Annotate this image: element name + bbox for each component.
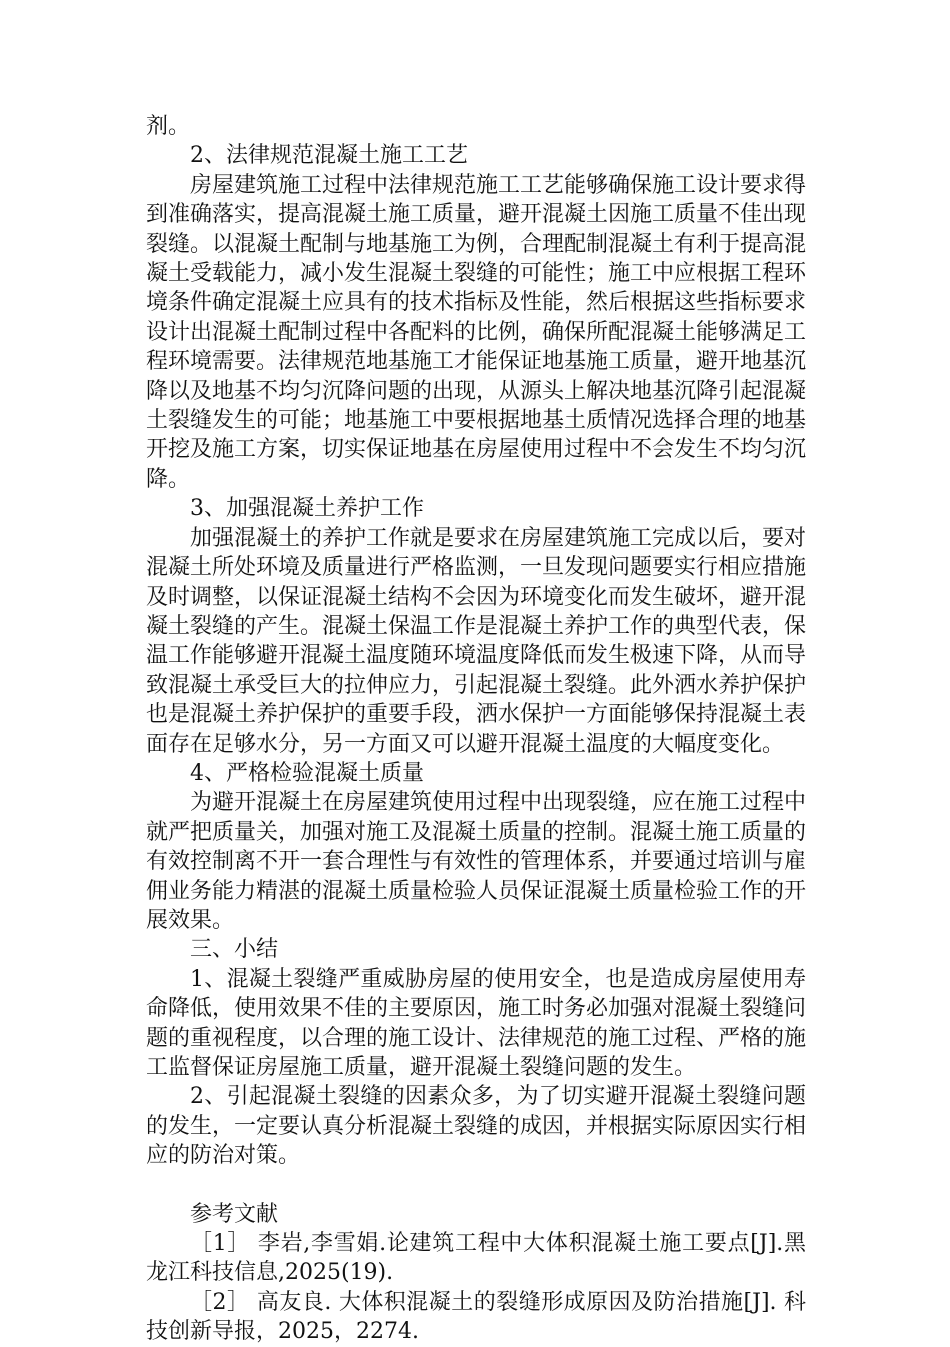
document-body xyxy=(146,112,806,1347)
paragraph-construction-process: 房屋建筑施工过程中法律规范施工工艺能够确保施工设计要求得到准确落实，提高混凝土施工质量，避开混凝土因施工质量不佳出现裂缝。以混凝土配制与地基施工为例，合理配制混凝土有利于提高混凝土受载能力，减小发生混凝土裂缝的可能性；施工中应根据工程环境条件确定混凝土应具有的技术指标及性能，然后根据这些指标要求设计出混凝土配制过程中各配料的比例，确保所配混凝土能够满足工程环境需要。法律规范地基施工才能保证地基施工质量，避开地基沉降以及地基不均匀沉降问题的出现，从源头上解决地基沉降引起混凝土裂缝发生的可能；地基施工中要根据地基土质情况选择合理的地基开挖及施工方案，切实保证地基在房屋使用过程中不会发生不均匀沉降。 xyxy=(146,172,807,492)
section-heading-quality-inspection: 4、严格检验混凝土质量 xyxy=(190,760,424,786)
section-spacer xyxy=(146,1171,806,1200)
paragraph-summary-2: 2、引起混凝土裂缝的因素众多，为了切实避开混凝土裂缝问题的发生，一定要认真分析混凝土裂缝的成因，并根据实际原因实行相应的防治对策。 xyxy=(146,1084,807,1169)
paragraph-summary-1: 1、混凝土裂缝严重威胁房屋的使用安全，也是造成房屋使用寿命降低，使用效果不佳的主要原因，施工时务必加强对混凝土裂缝问题的重视程度，以合理的施工设计、法律规范的施工过程、严格的施工监督保证房屋施工质量，避开混凝土裂缝问题的发生。 xyxy=(146,966,807,1080)
section-heading-construction-process: 2、法律规范混凝土施工工艺 xyxy=(190,143,468,169)
paragraph-quality-inspection: 为避开混凝土在房屋建筑使用过程中出现裂缝，应在施工过程中就严把质量关，加强对施工及混凝土质量的控制。混凝土施工质量的有效控制离不开一套合理性与有效性的管理体系，并要通过培训与雇佣业务能力精湛的混凝土质量检验人员保证混凝土质量检验工作的开展效果。 xyxy=(146,790,807,933)
section-heading-curing: 3、加强混凝土养护工作 xyxy=(190,496,424,522)
continuation-text: 剂。 xyxy=(146,114,191,139)
paragraph-curing: 加强混凝土的养护工作就是要求在房屋建筑施工完成以后，要对混凝土所处环境及质量进行严格监测，一旦发现问题要实行相应措施及时调整，以保证混凝土结构不会因为环境变化而发生破坏，避开混凝土裂缝的产生。混凝土保温工作是混凝土养护工作的典型代表，保温工作能够避开混凝土温度随环境温度降低而发生极速下降，从而导致混凝土承受巨大的拉伸应力，引起混凝土裂缝。此外洒水养护保护也是混凝土养护保护的重要手段，洒水保护一方面能够保持混凝土表面存在足够水分，另一方面又可以避开混凝土温度的大幅度变化。 xyxy=(146,525,807,757)
reference-item-1: ［1］ 李岩,李雪娟.论建筑工程中大体积混凝土施工要点[J].黑龙江科技信息,2025(19). xyxy=(146,1231,806,1286)
reference-item-2: ［2］ 高友良. 大体积混凝土的裂缝形成原因及防治措施[J]. 科技创新导报，2025，2274. xyxy=(146,1289,806,1345)
references-heading: 参考文献 xyxy=(190,1201,279,1227)
section-heading-summary: 三、小结 xyxy=(190,937,279,963)
